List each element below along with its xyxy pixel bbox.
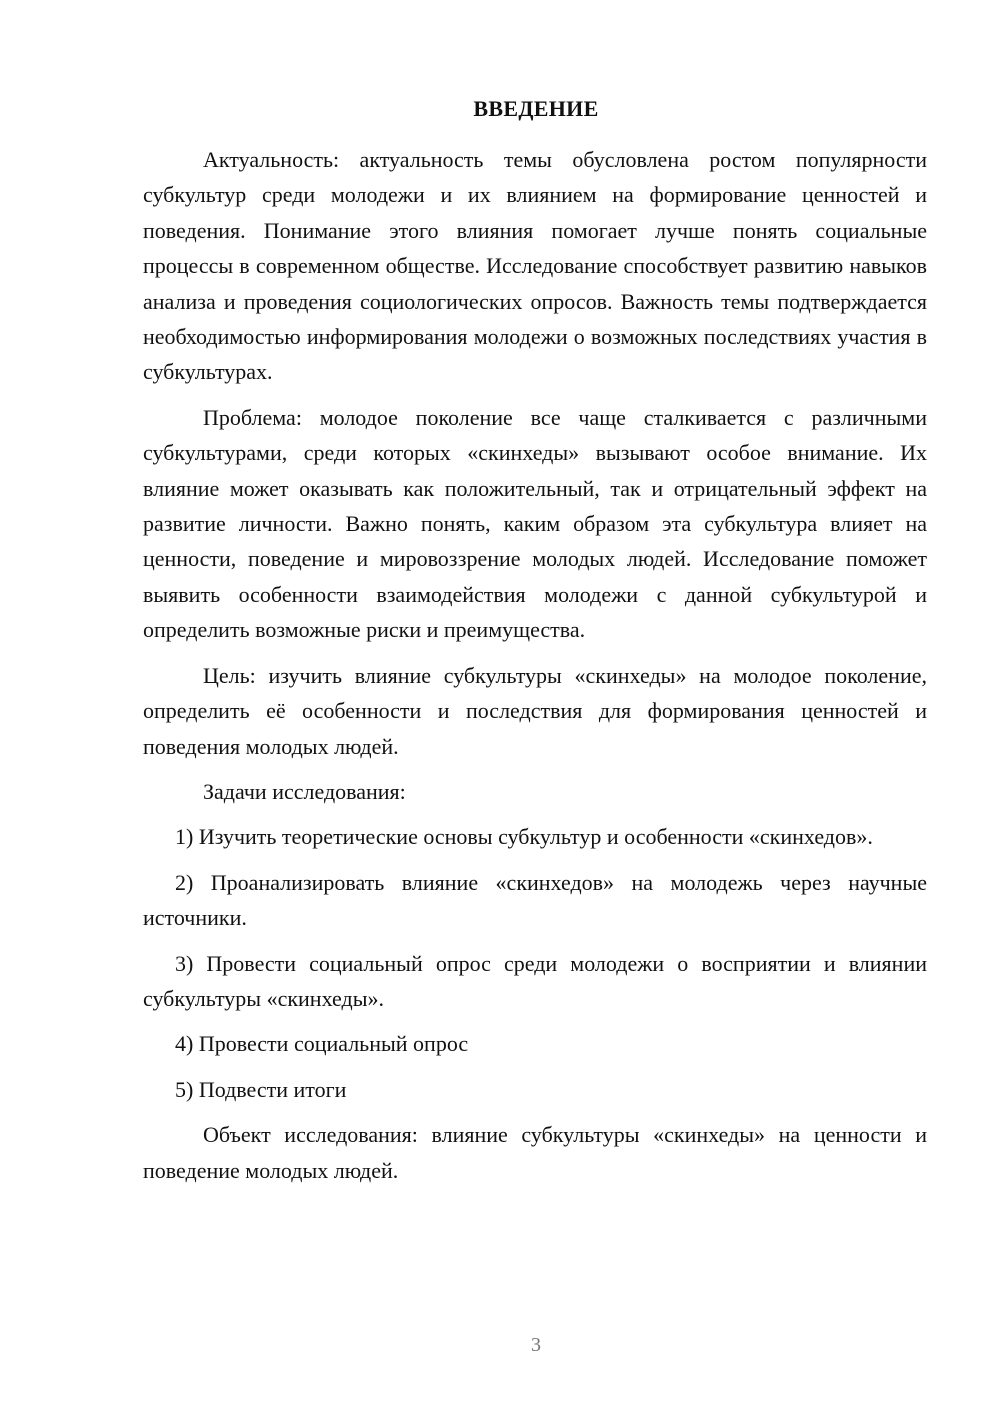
paragraph-relevance: Актуальность: актуальность темы обусловлена ростом популярности субкультур среди молодежи и их влиянием на формирование ценностей и поведения. Понимание этого влияния помогает лучше понять социальные процессы в современном обществе. Исследование способствует развитию навыков анализа и проведения социологических опросов. Важность темы подтверждается необходимостью информирования молодежи о возможных последствиях участия в субкультурах.: [143, 147, 927, 385]
task-item-2: 2) Проанализировать влияние «скинхедов» на молодежь через научные источники.: [143, 869, 927, 931]
page-title: ВВЕДЕНИЕ: [473, 96, 599, 121]
paragraph-problem: Проблема: молодое поколение все чаще сталкивается с различными субкультурами, среди которых «скинхеды» вызывают особое внимание. Их влияние может оказывать как положительный, так и отрицательный эффект на развитие личности. Важно понять, каким образом эта субкультура влияет на ценности, поведение и мировоззрение молодых людей. Исследование поможет выявить особенности взаимодействия молодежи с данной субкультурой и определить возможные риски и преимущества.: [143, 404, 927, 643]
document-body: [143, 142, 927, 1198]
task-item-5: 5) Подвести итоги: [175, 1076, 347, 1102]
paragraph-goal: Цель: изучить влияние субкультуры «скинхеды» на молодое поколение, определить её особенности и последствия для формирования ценностей и поведения молодых людей.: [143, 662, 927, 759]
task-item-3: 3) Провести социальный опрос среди молодежи о восприятии и влиянии субкультуры «скинхеды».: [143, 950, 927, 1011]
task-item-4: 4) Провести социальный опрос: [175, 1031, 469, 1057]
task-item-1: 1) Изучить теоретические основы субкультур и особенности «скинхедов».: [175, 824, 873, 850]
tasks-heading: Задачи исследования:: [203, 778, 406, 804]
page-number: 3: [531, 1334, 541, 1356]
paragraph-object: Объект исследования: влияние субкультуры «скинхеды» на ценности и поведение молодых людей.: [143, 1122, 927, 1183]
